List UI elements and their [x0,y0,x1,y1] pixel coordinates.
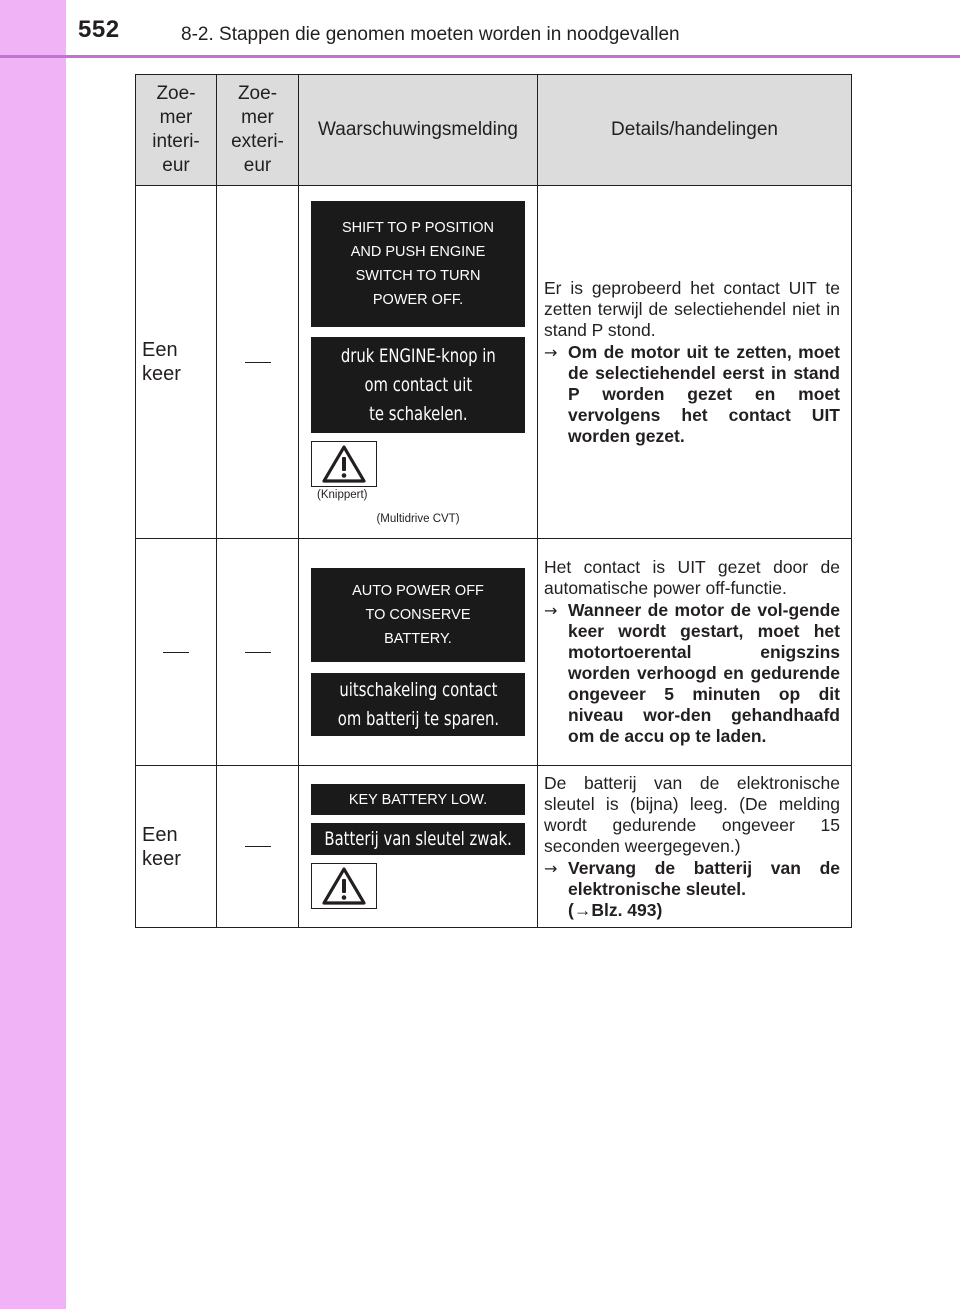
interior-buzzer-cell [136,539,217,766]
arrow-icon: → [544,858,558,878]
message-cell [299,539,538,766]
side-strip [0,0,66,1309]
message-display-nl: druk ENGINE-knop in om contact uit te schakelen. [311,337,525,433]
warning-table [135,74,852,928]
column-header-interior: Zoe- mer interi- eur [136,75,217,186]
column-header-message: Waarschuwingsmelding [299,75,538,186]
action-text: Wanneer de motor de vol-gende keer wordt gestart, moet het motortoerental enigszins worden verhoogd en gedurende ongeveer 5 minuten op dit niveau wor-den gehandhaafd om de accu op te laden. [568,600,840,746]
action-text: Om de motor uit te zetten, moet de selectiehendel eerst in stand P worden gezet en moet vervolgens het contact UIT worden gezet. [568,341,840,446]
dash [163,652,189,653]
dash [245,362,271,363]
section-title: 8-2. Stappen die genomen moeten worden in noodgevallen [181,24,680,45]
warning-triangle-icon [311,441,377,487]
message-display-nl: Batterij van sleutel zwak. [311,823,525,855]
exterior-buzzer-cell [217,766,299,928]
details-cell [538,766,852,928]
action-item [544,858,840,921]
message-cell [299,186,538,539]
interior-buzzer-cell: Een keer [136,186,217,539]
column-header-details: Details/handelingen [538,75,852,186]
details-cell [538,539,852,766]
message-display-nl: uitschakeling contact om batterij te sparen. [311,673,525,736]
action-text: Vervang de batterij van de elektronische sleutel. [568,857,840,899]
dash [245,846,271,847]
header-rule [0,55,960,58]
arrow-icon: → [544,342,558,362]
arrow-icon: → [544,601,558,620]
exterior-buzzer-cell [217,186,299,539]
page-number: 552 [78,16,120,43]
interior-buzzer-cell: Een keer [136,766,217,928]
message-display-en: AUTO POWER OFF TO CONSERVE BATTERY. [311,568,525,662]
variant-note: (Multidrive CVT) [376,513,460,525]
detail-text: Er is geprobeerd het contact UIT te zetten terwijl de selectiehendel niet in stand P stond. [544,277,840,340]
page-reference[interactable]: (→Blz. 493) [568,899,663,920]
table-row [136,539,852,766]
message-cell [299,766,538,928]
column-header-exterior: Zoe- mer exteri- eur [217,75,299,186]
detail-text: Het contact is UIT gezet door de automatische power off-functie. [544,557,840,598]
details-cell [538,186,852,539]
warning-triangle-icon [311,863,377,909]
action-item [544,342,840,447]
message-display-en: KEY BATTERY LOW. [311,784,525,815]
action-item [544,600,840,747]
icon-note: (Knippert) [317,489,368,501]
detail-text: De batterij van de elektronische sleutel is (bijna) leeg. (De melding wordt gedurende ongeveer 15 seconden weergegeven.) [544,772,840,856]
exterior-buzzer-cell [217,539,299,766]
message-display-en: SHIFT TO P POSITION AND PUSH ENGINE SWITCH TO TURN POWER OFF. [311,201,525,327]
page-header [0,0,960,55]
table-header-row [136,75,852,186]
table-row [136,766,852,928]
table-row [136,186,852,539]
dash [245,652,271,653]
